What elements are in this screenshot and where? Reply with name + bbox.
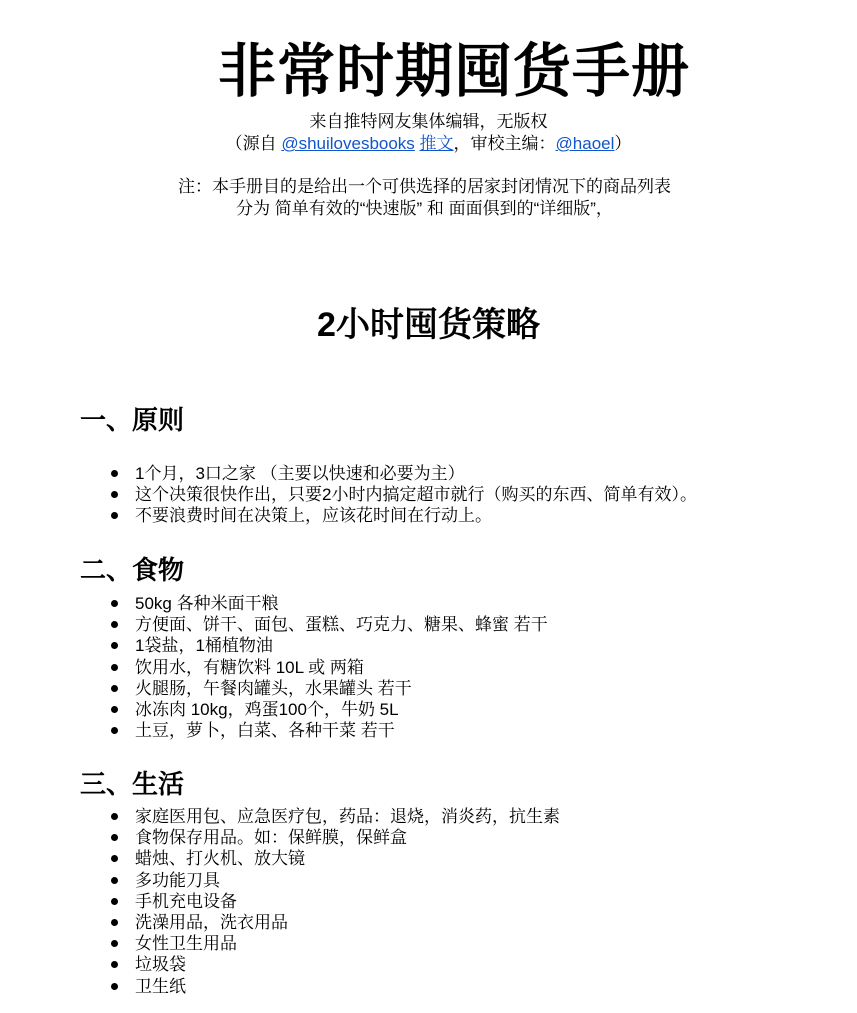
list-item: 不要浪费时间在决策上，应该花时间在行动上。 [135, 505, 697, 526]
source-suffix: ） [614, 134, 632, 153]
list-item: 蜡烛、打火机、放大镜 [135, 848, 560, 869]
shuilovesbooks-link[interactable]: @shuilovesbooks [281, 134, 415, 153]
list-item: 冰冻肉 10kg，鸡蛋100个，牛奶 5L [135, 699, 548, 720]
haoel-link[interactable]: @haoel [555, 134, 615, 153]
list-item: 饮用水，有糖饮料 10L 或 两箱 [135, 657, 548, 678]
tweet-link[interactable]: 推文 [419, 134, 454, 153]
source-middle: ，审校主编： [453, 134, 556, 153]
list-item: 手机充电设备 [135, 891, 560, 912]
list-item: 方便面、饼干、面包、蛋糕、巧克力、糖果、蜂蜜 若干 [135, 615, 548, 635]
list-item: 土豆，萝卜，白菜、各种干菜 若干 [135, 720, 548, 741]
list-item: 女性卫生用品 [135, 933, 560, 954]
source-line [0, 133, 857, 155]
list-item: 家庭医用包、应急医疗包，药品：退烧，消炎药，抗生素 [135, 807, 560, 826]
page-title: 非常时期囤货手册 [217, 39, 690, 104]
subtitle: 来自推特网友集体编辑，无版权 [309, 112, 548, 131]
section-title-food: 二、食物 [80, 555, 185, 585]
source-prefix: （源自 [225, 134, 282, 153]
food-list [0, 593, 548, 741]
list-item: 50kg 各种米面干粮 [135, 593, 548, 614]
list-item: 1袋盐，1桶植物油 [135, 635, 548, 656]
section-title-principles: 一、原则 [80, 405, 185, 435]
list-item: 这个决策很快作出，只要2小时内搞定超市就行（购买的东西、简单有效）。 [135, 485, 697, 505]
list-item: 食物保存用品。如：保鲜膜，保鲜盒 [135, 827, 560, 848]
living-list [0, 806, 560, 997]
note-line-1: 注：本手册目的是给出一个可供选择的居家封闭情况下的商品列表 [178, 177, 671, 196]
principles-list [0, 463, 697, 527]
note-line-2: 分为 简单有效的“快速版” 和 面面俱到的“详细版”， [236, 199, 613, 218]
list-item: 火腿肠，午餐肉罐头，水果罐头 若干 [135, 678, 548, 699]
list-item: 垃圾袋 [135, 954, 560, 975]
list-item: 洗澡用品，洗衣用品 [135, 912, 560, 933]
list-item: 卫生纸 [135, 976, 560, 997]
strategy-heading: 2小时囤货策略 [317, 306, 540, 344]
section-title-living: 三、生活 [80, 769, 185, 799]
list-item: 1个月，3口之家 （主要以快速和必要为主） [135, 463, 697, 484]
list-item: 多功能刀具 [135, 870, 560, 891]
